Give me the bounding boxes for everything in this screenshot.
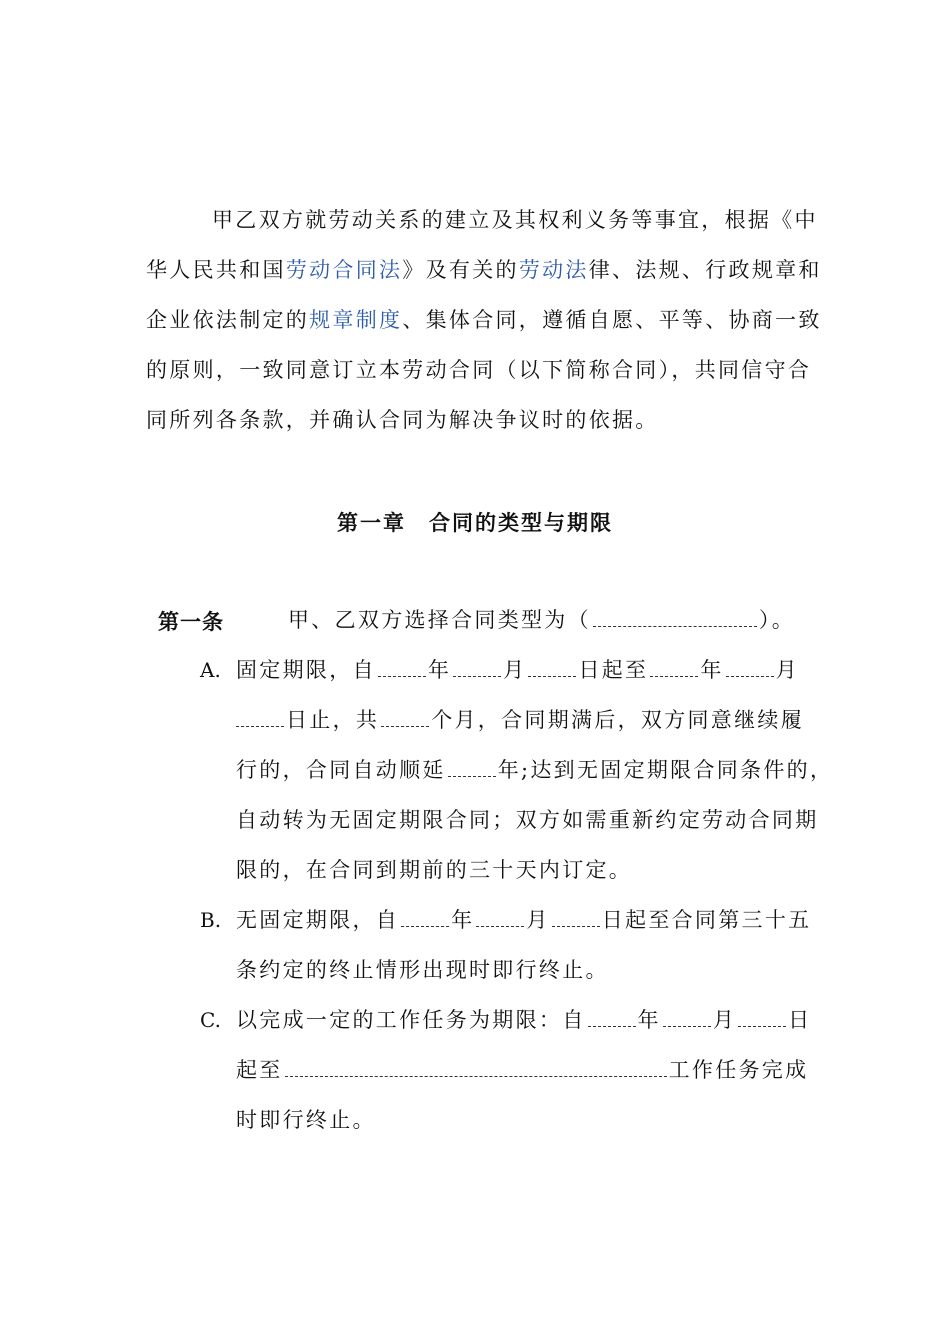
preamble-line-5 xyxy=(146,406,659,434)
option-a-text: 自动转为无固定期限合同；双方如需重新约定劳动合同期 xyxy=(236,808,819,832)
end-month-blank[interactable] xyxy=(726,658,774,677)
option-a-line-1 xyxy=(236,656,799,684)
preamble-text: 的原则，一致同意订立本劳动合同（以下简称合同），共同信守合 xyxy=(146,358,812,382)
option-a-text: 限的，在合同到期前的三十天内订定。 xyxy=(236,858,633,882)
article-1-label: 第一条 xyxy=(158,610,224,634)
preamble-text: 同所列各条款，并确认合同为解决争议时的依据。 xyxy=(146,408,659,432)
year-unit: 年 xyxy=(427,658,452,682)
month-unit: 月 xyxy=(526,908,550,932)
preamble-line-1 xyxy=(212,206,818,234)
preamble-text: 》及有关的 xyxy=(402,258,519,282)
chapter-heading: 第一章 合同的类型与期限 xyxy=(337,511,613,535)
start-year-blank[interactable] xyxy=(378,658,426,677)
option-a-text: 固定期限，自 xyxy=(236,658,376,682)
option-c-text: 起至 xyxy=(236,1058,283,1082)
preamble-text: 华人民共和国 xyxy=(146,258,286,282)
option-a-line-2 xyxy=(236,706,804,734)
start-month-blank[interactable] xyxy=(453,658,501,677)
option-a-line-3 xyxy=(236,756,833,784)
option-c-label: C. xyxy=(200,1008,221,1032)
preamble-text: 企业依法制定的 xyxy=(146,308,310,332)
option-c-text: 工作任务完成 xyxy=(668,1058,809,1082)
option-a-text: 日止，共 xyxy=(286,708,380,732)
end-day-blank[interactable] xyxy=(236,708,284,727)
option-a-line-5 xyxy=(236,856,632,884)
month-unit: 月 xyxy=(712,1008,737,1032)
article-1-text-end: ）。 xyxy=(758,608,796,632)
contract-type-blank[interactable] xyxy=(593,608,757,627)
preamble-text: 律、法规、行政规章和 xyxy=(588,258,822,282)
option-c-text: 以完成一定的工作任务为期限：自 xyxy=(236,1008,586,1032)
option-a-text: 年;达到无固定期限合同条件的， xyxy=(497,758,834,782)
extension-years-blank[interactable] xyxy=(448,758,496,777)
start-year-blank[interactable] xyxy=(401,908,449,927)
month-unit: 月 xyxy=(503,658,527,682)
start-day-blank[interactable] xyxy=(738,1008,786,1027)
start-day-blank[interactable] xyxy=(552,908,600,927)
labor-contract-law-link[interactable]: 劳动合同法 xyxy=(285,258,403,282)
option-a-line-4 xyxy=(236,806,819,834)
option-c-text: 时即行终止。 xyxy=(236,1108,376,1132)
option-c-line-1 xyxy=(236,1006,811,1034)
option-b-text: 无固定期限，自 xyxy=(236,908,400,932)
option-b-line-1 xyxy=(236,906,811,934)
option-a-text: 行的，合同自动顺延 xyxy=(236,758,446,782)
option-b-text: 条约定的终止情形出现时即行终止。 xyxy=(236,958,609,982)
option-a-text: 个月，合同期满后，双方同意继续履 xyxy=(431,708,805,732)
preamble-text: 、集体合同，遵循自愿、平等、协商一致 xyxy=(402,308,822,332)
option-c-line-3 xyxy=(236,1106,376,1134)
start-year-blank[interactable] xyxy=(588,1008,636,1027)
month-unit: 月 xyxy=(775,658,799,682)
year-unit: 年 xyxy=(637,1008,661,1032)
start-day-blank[interactable] xyxy=(528,658,576,677)
preamble-line-2 xyxy=(146,256,822,284)
option-a-text: 日起至 xyxy=(578,658,649,682)
months-count-blank[interactable] xyxy=(381,708,429,727)
article-1-text xyxy=(288,606,795,634)
option-a-label: A. xyxy=(200,658,221,682)
start-month-blank[interactable] xyxy=(663,1008,711,1027)
year-unit: 年 xyxy=(451,908,475,932)
labor-law-link[interactable]: 劳动法 xyxy=(518,258,589,282)
start-month-blank[interactable] xyxy=(476,908,524,927)
rules-regulations-link[interactable]: 规章制度 xyxy=(309,308,403,332)
preamble-text: 甲乙双方就劳动关系的建立及其权利义务等事宜，根据《中 xyxy=(212,208,818,232)
day-unit: 日 xyxy=(788,1008,812,1032)
end-year-blank[interactable] xyxy=(650,658,698,677)
preamble-line-3 xyxy=(146,306,822,334)
option-b-line-2 xyxy=(236,956,609,984)
option-b-text: 日起至合同第三十五 xyxy=(601,908,812,932)
option-b-label: B. xyxy=(200,908,222,932)
option-c-line-2 xyxy=(236,1056,808,1084)
task-description-blank[interactable] xyxy=(285,1058,667,1077)
article-1-text-start: 甲、乙双方选择合同类型为（ xyxy=(288,608,591,632)
year-unit: 年 xyxy=(700,658,724,682)
preamble-line-4 xyxy=(146,356,811,384)
